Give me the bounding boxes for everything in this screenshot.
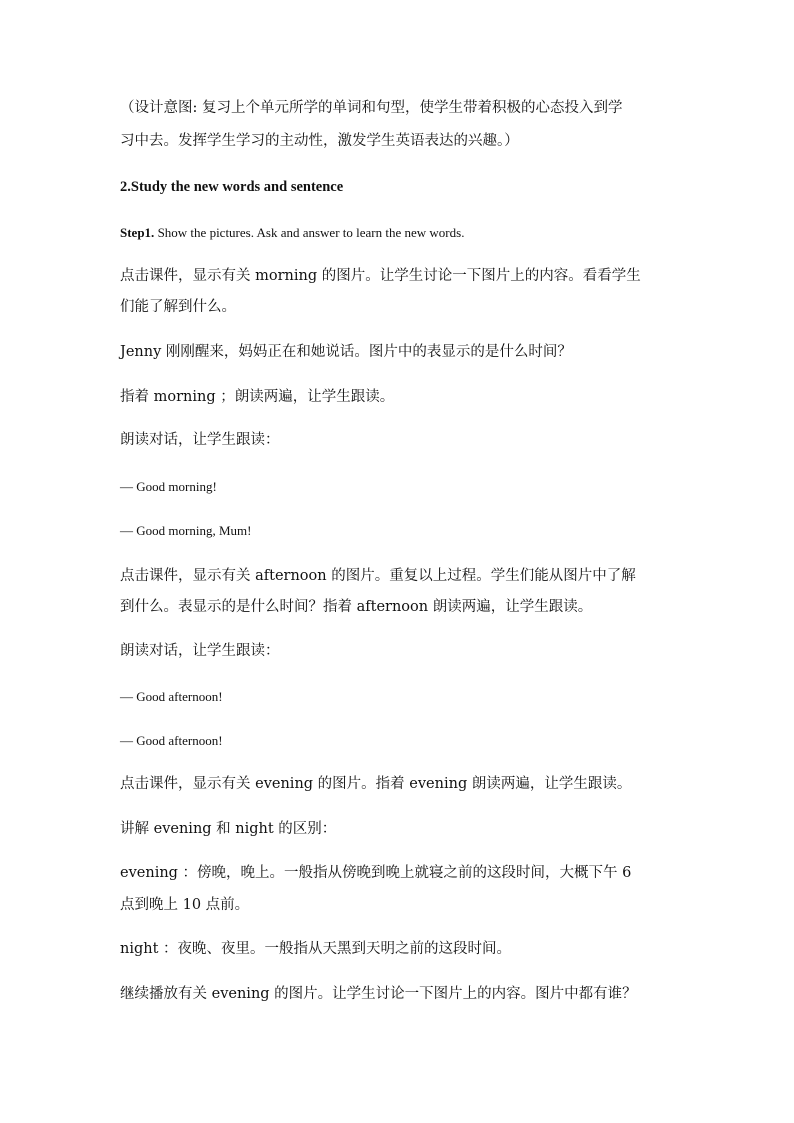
dialog-morning-1: — Good morning!: [120, 479, 217, 494]
paragraph-point-morning: 指着 morning ；朗读两遍，让学生跟读。: [120, 389, 395, 405]
definition-evening-1: evening ：傍晚，晚上。一般指从傍晚到晚上就寝之前的这段时间，大概下午 6: [120, 865, 632, 881]
paragraph-morning-1: 点击课件，显示有关 morning 的图片。让学生讨论一下图片上的内容。看看学生: [120, 268, 641, 284]
definition-night: night ：夜晚、夜里。一般指从天黑到天明之前的这段时间。: [120, 941, 512, 957]
dialog-afternoon-2: — Good afternoon!: [120, 733, 223, 748]
section-heading: 2.Study the new words and sentence: [120, 179, 344, 195]
paragraph-read-dialog-2: 朗读对话，让学生跟读：: [120, 643, 280, 659]
step1-instruction: Show the pictures. Ask and answer to learn the new words.: [157, 225, 465, 240]
paragraph-evening-vs-night: 讲解 evening 和 night 的区别：: [120, 821, 337, 837]
paragraph-afternoon-2: 到什么。表显示的是什么时间？指着 afternoon 朗读两遍，让学生跟读。: [120, 599, 593, 615]
paragraph-morning-2: 们能了解到什么。: [120, 299, 236, 315]
design-intent-line-2: 习中去。发挥学生学习的主动性，激发学生英语表达的兴趣。）: [120, 133, 519, 149]
paragraph-continue-evening: 继续播放有关 evening 的图片。让学生讨论一下图片上的内容。图片中都有谁？: [120, 986, 637, 1002]
paragraph-jenny: Jenny 刚刚醒来，妈妈正在和她说话。图片中的表显示的是什么时间？: [120, 344, 572, 360]
paragraph-read-dialog-1: 朗读对话，让学生跟读：: [120, 432, 280, 448]
step1-line: [120, 222, 690, 243]
definition-evening-2: 点到晚上 10 点前。: [120, 897, 250, 913]
design-intent-line-1: （设计意图: 复习上个单元所学的单词和句型，使学生带着积极的心态投入到学: [120, 100, 623, 116]
paragraph-evening: 点击课件，显示有关 evening 的图片。指着 evening 朗读两遍，让学生跟读。: [120, 776, 632, 792]
dialog-morning-2: — Good morning, Mum!: [120, 523, 252, 538]
step1-label: Step1.: [120, 225, 155, 240]
paragraph-afternoon-1: 点击课件，显示有关 afternoon 的图片。重复以上过程。学生们能从图片中了解: [120, 568, 636, 584]
dialog-afternoon-1: — Good afternoon!: [120, 689, 223, 704]
